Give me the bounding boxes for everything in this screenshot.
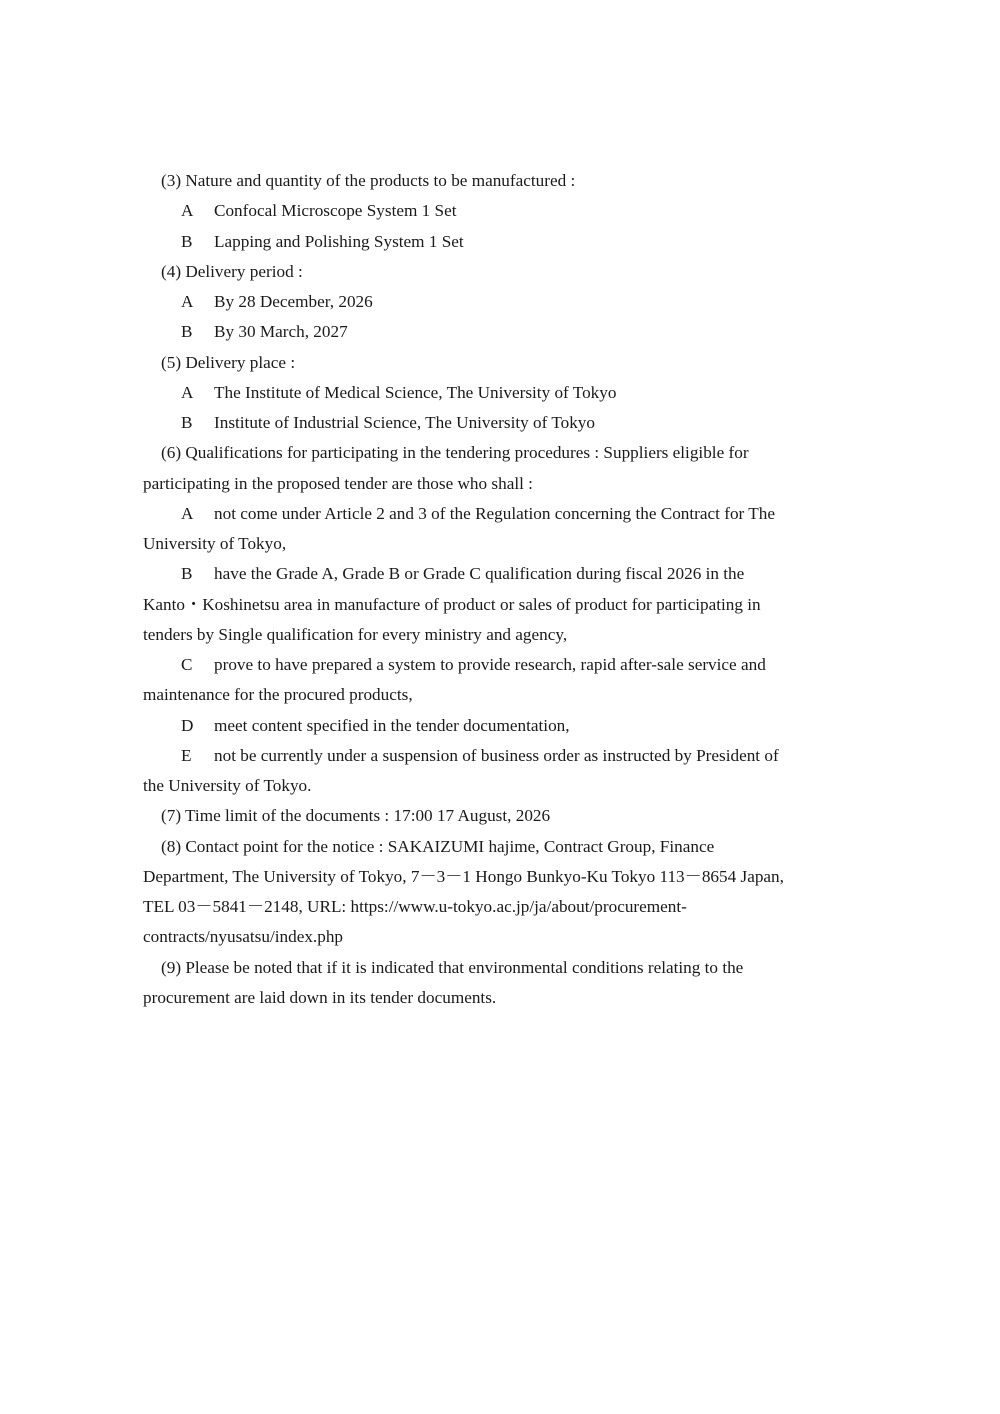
text-line — [143, 741, 863, 771]
section-9-note — [143, 953, 863, 1014]
text-line: (6) Qualifications for participating in the tendering procedures : Suppliers eligible for — [161, 443, 749, 463]
item-text: prove to have prepared a system to provide research, rapid after-sale service and — [214, 655, 766, 674]
text-line: maintenance for the procured products, — [143, 685, 413, 705]
section-6-item-e — [143, 741, 863, 802]
item-letter: A — [181, 503, 194, 523]
item-text: By 28 December, 2026 — [214, 292, 373, 311]
section-3-item-b — [143, 227, 863, 257]
section-5-heading: (5) Delivery place : — [161, 352, 296, 372]
item-text: have the Grade A, Grade B or Grade C qualification during fiscal 2026 in the — [214, 564, 745, 584]
section-5-item-a — [143, 378, 863, 408]
text-line: Kanto・Koshinetsu area in manufacture of product or sales of product for participating in — [143, 594, 761, 614]
section-6-item-c — [143, 650, 863, 711]
item-text: not be currently under a suspension of business order as instructed by President of — [214, 745, 779, 765]
notice-body — [143, 166, 863, 1013]
item-text: meet content specified in the tender documentation, — [214, 715, 570, 735]
item-letter: E — [181, 745, 192, 765]
text-line: tenders by Single qualification for every ministry and agency, — [143, 624, 568, 644]
text-line: contracts/nyusatsu/index.php — [143, 927, 344, 947]
section-6-heading — [143, 438, 863, 499]
item-letter: A — [181, 292, 194, 311]
section-8-contact — [143, 832, 863, 953]
text-line: TEL 03－5841－2148, URL: https://www.u-tokyo.ac.jp/ja/about/procurement- — [143, 897, 687, 916]
text-line — [143, 499, 863, 529]
text-line: the University of Tokyo. — [143, 776, 312, 795]
section-5-item-b — [143, 408, 863, 438]
item-letter: A — [181, 201, 194, 221]
section-3-heading: (3) Nature and quantity of the products to be manufactured : — [161, 171, 576, 190]
text-line — [143, 559, 863, 589]
item-letter: C — [181, 655, 193, 674]
text-line: University of Tokyo, — [143, 534, 287, 553]
text-line: participating in the proposed tender are those who shall : — [143, 473, 533, 493]
item-letter: B — [181, 322, 193, 342]
item-text: Confocal Microscope System 1 Set — [214, 201, 457, 221]
section-6-item-a — [143, 499, 863, 560]
item-text: The Institute of Medical Science, The University of Tokyo — [214, 382, 617, 402]
section-4-item-b — [143, 317, 863, 347]
text-line: procurement are laid down in its tender documents. — [143, 987, 497, 1007]
item-text: Lapping and Polishing System 1 Set — [214, 231, 464, 251]
section-6-item-b — [143, 559, 863, 650]
text-line: Department, The University of Tokyo, 7－3－1 Hongo Bunkyo-Ku Tokyo 113－8654 Japan, — [143, 866, 784, 886]
text-line: (9) Please be noted that if it is indicated that environmental conditions relating to the — [161, 957, 744, 977]
section-6-item-d — [143, 711, 863, 741]
section-4-heading: (4) Delivery period : — [161, 261, 303, 281]
item-letter: B — [181, 231, 193, 251]
item-text: not come under Article 2 and 3 of the Regulation concerning the Contract for The — [214, 503, 775, 523]
section-7: (7) Time limit of the documents : 17:00 17 August, 2026 — [161, 806, 551, 826]
item-letter: B — [181, 413, 193, 432]
text-line — [143, 650, 863, 680]
item-letter: A — [181, 382, 194, 402]
section-4-item-a — [143, 287, 863, 317]
section-3-item-a — [143, 196, 863, 226]
text-line: (8) Contact point for the notice : SAKAIZUMI hajime, Contract Group, Finance — [161, 836, 715, 856]
item-letter: B — [181, 564, 193, 584]
item-text: By 30 March, 2027 — [214, 322, 348, 342]
item-letter: D — [181, 715, 194, 735]
text-line — [143, 711, 863, 741]
item-text: Institute of Industrial Science, The University of Tokyo — [214, 413, 595, 432]
